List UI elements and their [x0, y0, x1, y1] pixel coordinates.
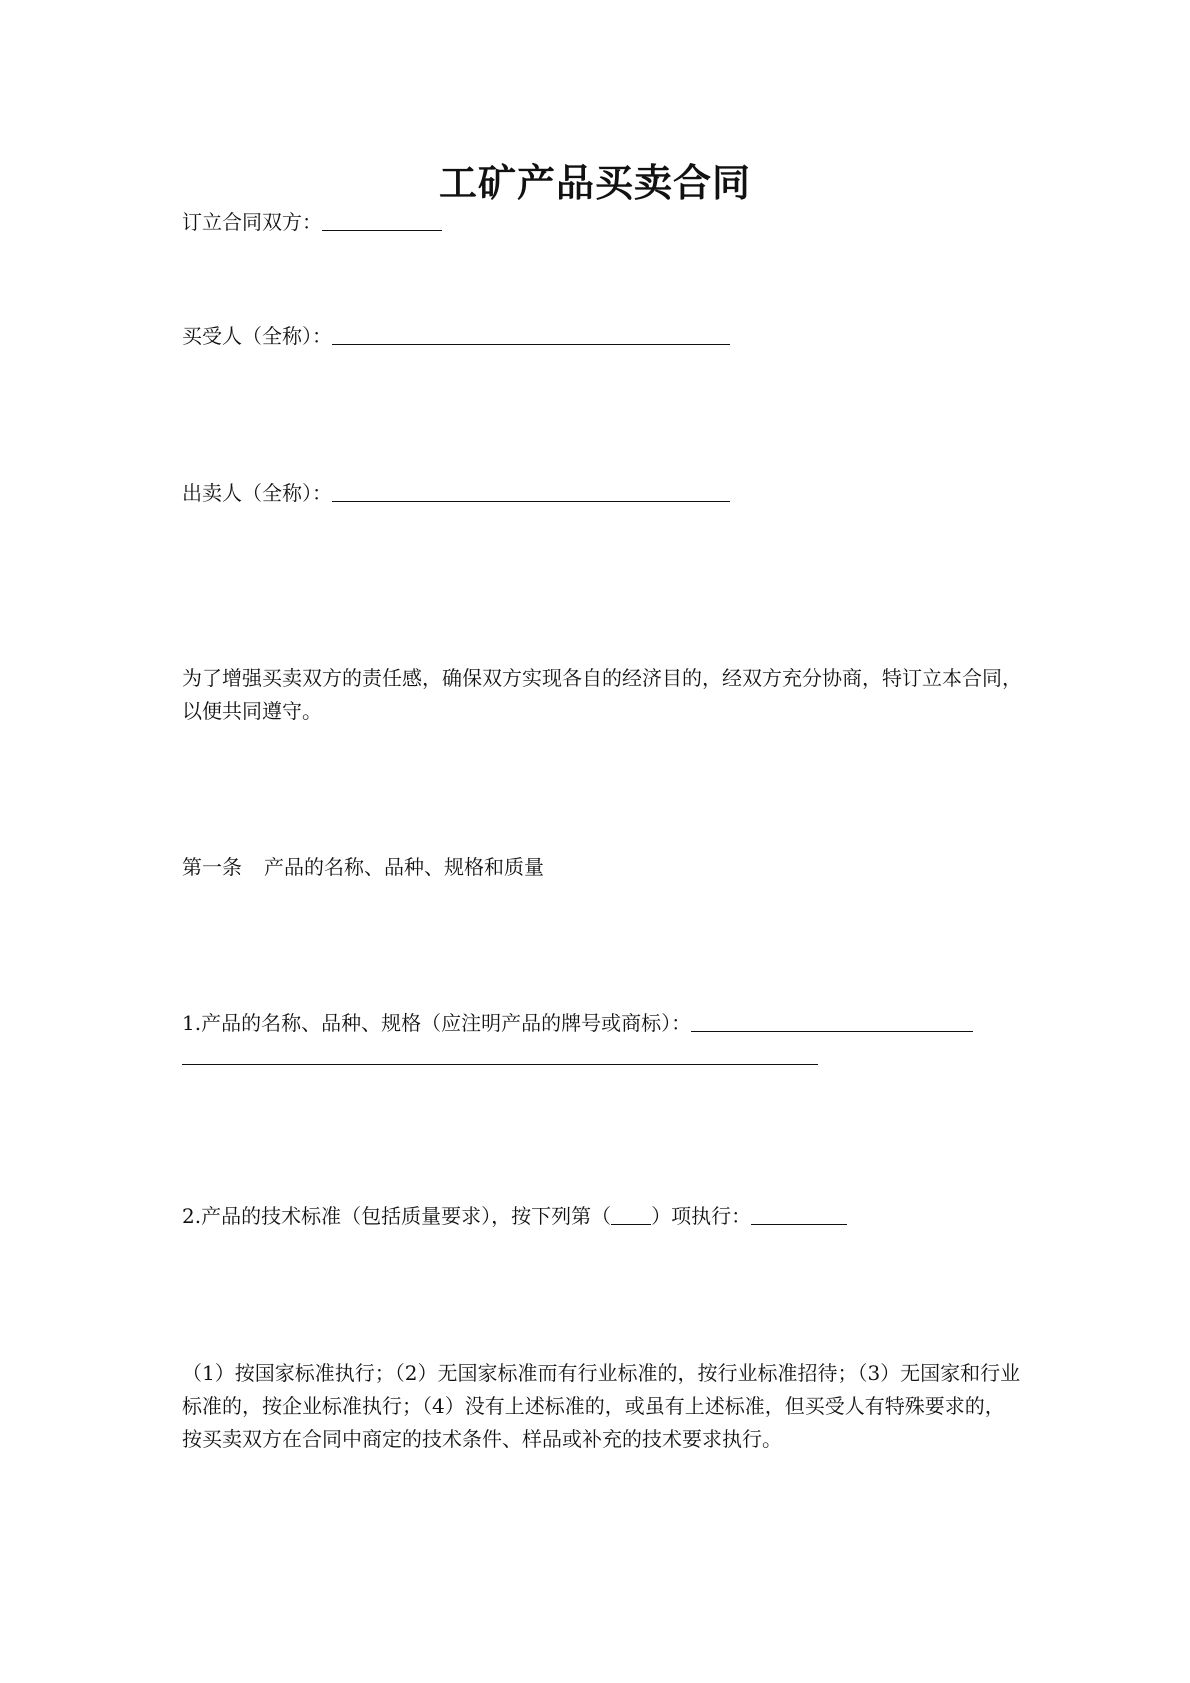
- clause1-label: 1.产品的名称、品种、规格（应注明产品的牌号或商标）：: [182, 1011, 692, 1035]
- document-title: 工矿产品买卖合同: [438, 160, 751, 205]
- buyer-label: 买受人（全称）：: [182, 324, 332, 348]
- seller-line: [182, 477, 1022, 510]
- clause1-blank-2[interactable]: [182, 1043, 818, 1065]
- parties-line: [182, 206, 1022, 239]
- article1-number: 第一条: [182, 855, 242, 879]
- clause1-block: [182, 1007, 1022, 1073]
- seller-label: 出卖人（全称）：: [182, 481, 332, 505]
- preamble-paragraph: 为了增强买卖双方的责任感，确保双方实现各自的经济目的，经双方充分协商，特订立本合同，以便共同遵守。: [182, 666, 1022, 723]
- standards-options-paragraph: （1）按国家标准执行；（2）无国家标准而有行业标准的，按行业标准招待；（3）无国家和行业标准的，按企业标准执行；（4）没有上述标准的，或虽有上述标准，但买受人有特殊要求的，按买卖双方在合同中商定的技术条件、样品或补充的技术要求执行。: [182, 1361, 1021, 1451]
- parties-label: 订立合同双方：: [182, 210, 322, 234]
- article1-title: 产品的名称、品种、规格和质量: [264, 855, 544, 879]
- seller-name-blank[interactable]: [332, 480, 730, 502]
- buyer-line: [182, 320, 1022, 353]
- buyer-name-blank[interactable]: [332, 323, 730, 345]
- article1-heading-line: [182, 851, 1022, 884]
- clause1-blank-1[interactable]: [691, 1010, 973, 1032]
- clause2-label-a: 2.产品的技术标准（包括质量要求），按下列第（: [182, 1204, 612, 1228]
- clause2-item-blank[interactable]: [611, 1203, 651, 1225]
- clause2-label-b: ）项执行：: [651, 1204, 752, 1228]
- parties-blank[interactable]: [322, 209, 442, 231]
- clause2-standard-blank[interactable]: [751, 1203, 847, 1225]
- clause2-line: [182, 1200, 1022, 1233]
